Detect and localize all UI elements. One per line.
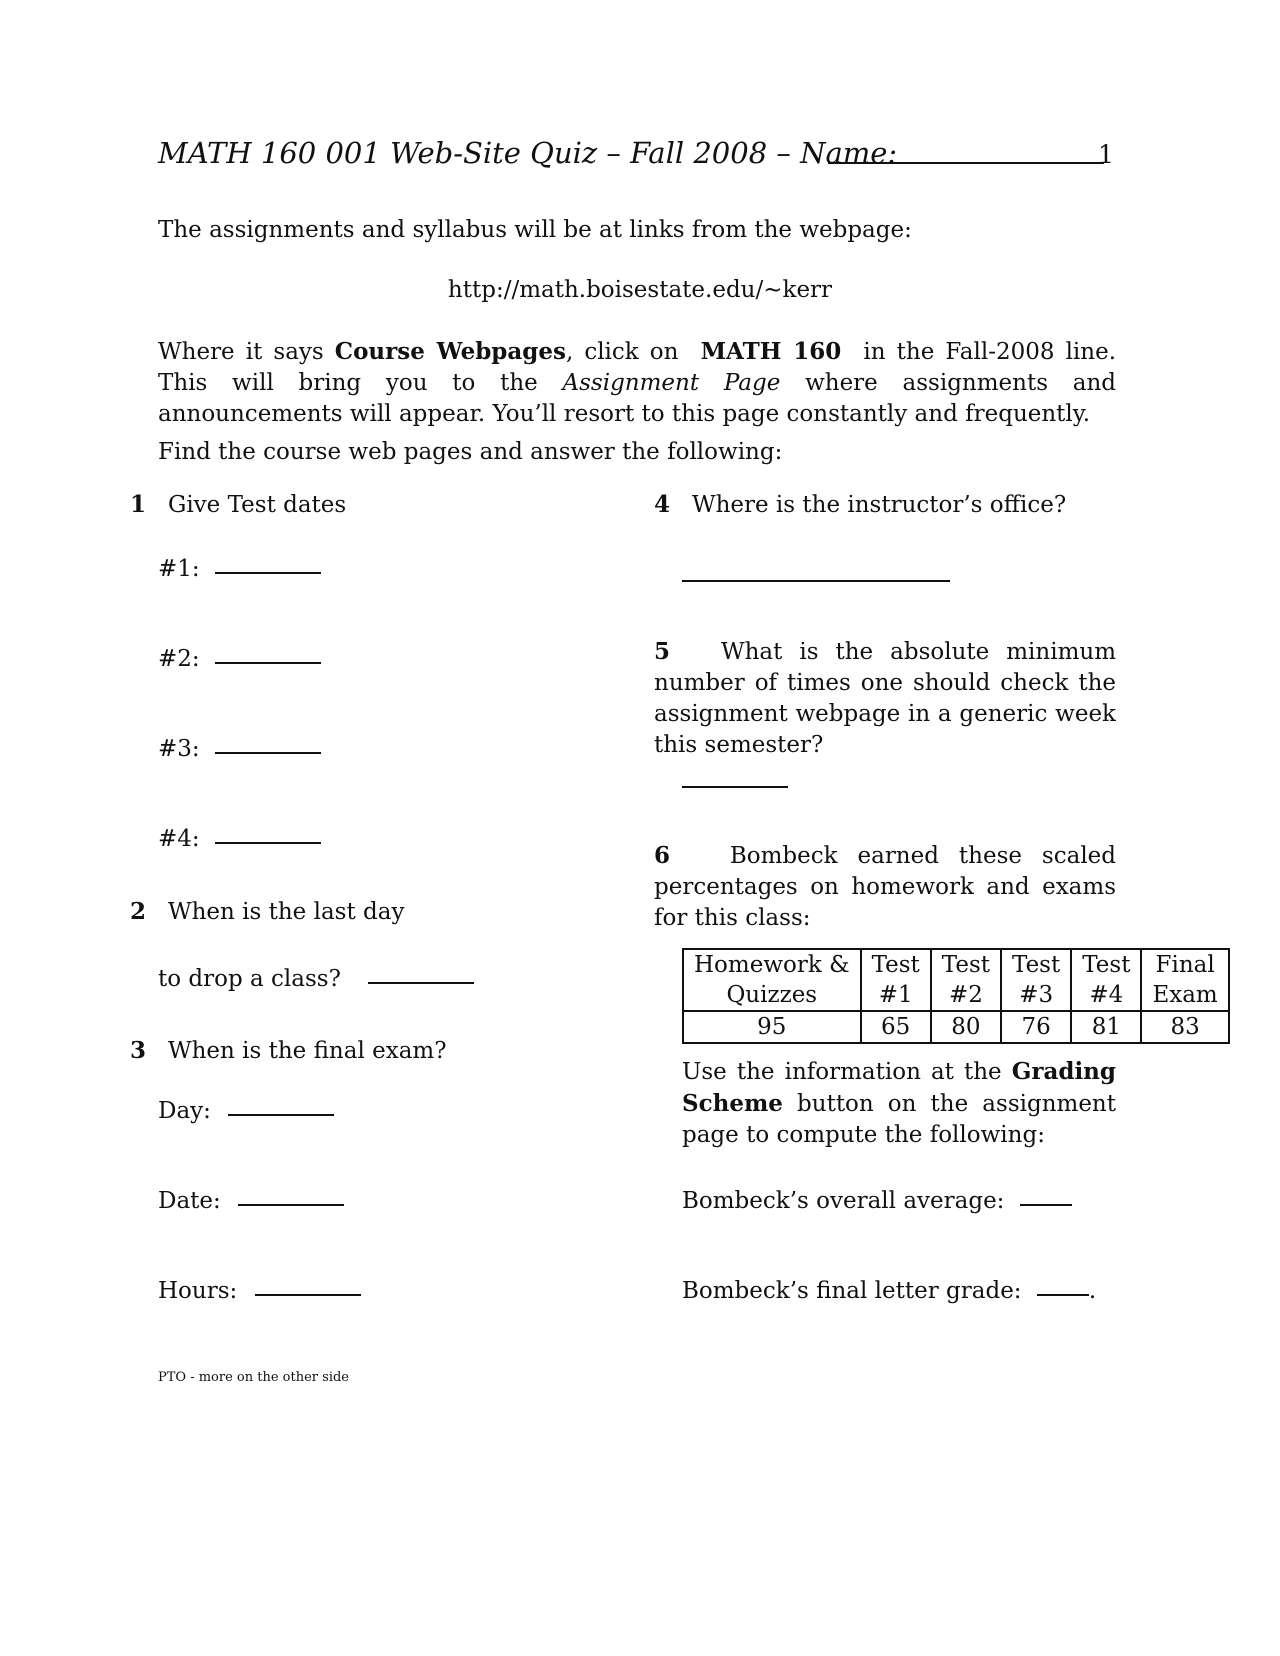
quiz-title: MATH 160 001 Web-Site Quiz – Fall 2008 – Name: [158,136,898,170]
exam-date-blank[interactable] [238,1204,344,1206]
exam-date-row [158,1186,344,1216]
question-text: When is the final exam? [167,1038,447,1064]
value-test4: 81 [1071,1011,1141,1043]
test2-row [158,644,321,674]
average-blank[interactable] [1020,1204,1072,1206]
page-number: 1 [1098,140,1114,169]
test4-label: #4: [158,826,200,852]
header-homework: Homework & Quizzes [683,949,861,1011]
exam-hours-row [158,1276,361,1306]
question-text: Give Test dates [167,492,347,518]
question-1 [130,490,346,520]
course-url: http://math.boisestate.edu/∼kerr [447,277,833,303]
question-number: 4 [654,491,671,518]
header-test4: Test #4 [1071,949,1141,1011]
drop-row [158,964,474,994]
check-count-blank[interactable] [682,786,788,788]
test1-blank[interactable] [215,572,321,574]
question-text: Bombeck earned these scaled percentages on homework and exams for this class: [654,843,1117,931]
grading-instruction: Use the information at the Grading Scheme button on the assignment page to compute the following: [682,1058,1116,1148]
drop-label: to drop a class? [158,966,341,992]
question-number: 2 [130,898,147,925]
test4-blank[interactable] [215,842,321,844]
intro-paragraph: Where it says Course Webpages, click on MATH 160 in the Fall-2008 line. This will bring you to the Assignment Page where assignments and announcements will appear. You’ll resort to this page constantly and frequently. [158,338,1117,427]
table-values-row [683,1011,1229,1043]
test4-row [158,824,321,854]
question-2 [130,897,404,927]
question-5 [654,636,1116,761]
question-text: What is the absolute minimum number of times one should check the assignment webpage in a generic week this semester? [654,639,1117,758]
table-header-row [683,949,1229,1011]
value-test2: 80 [931,1011,1001,1043]
name-blank[interactable] [828,162,1104,164]
test3-row [158,734,321,764]
grading-scheme-label: Grading Scheme [682,1058,1116,1117]
intro-line: The assignments and syllabus will be at links from the webpage: [158,217,912,243]
test1-label: #1: [158,556,200,582]
grade-blank[interactable] [1037,1294,1089,1296]
test1-row [158,554,321,584]
header-final: Final Exam [1141,949,1228,1011]
question-text: Where is the instructor’s office? [691,492,1067,518]
question-4 [654,490,1066,520]
question-6 [654,840,1116,934]
question-number: 3 [130,1037,147,1064]
value-test3: 76 [1001,1011,1071,1043]
test2-label: #2: [158,646,200,672]
footer-note: PTO - more on the other side [158,1370,349,1385]
exam-date-label: Date: [158,1188,221,1214]
header-test3: Test #3 [1001,949,1071,1011]
question-number: 1 [130,491,147,518]
test3-blank[interactable] [215,752,321,754]
header-test2: Test #2 [931,949,1001,1011]
exam-hours-blank[interactable] [255,1294,361,1296]
exam-hours-label: Hours: [158,1278,238,1304]
scores-table [682,948,1230,1044]
question-3 [130,1036,447,1066]
question-number: 6 [654,842,671,869]
value-final: 83 [1141,1011,1228,1043]
grade-row: Bombeck’s final letter grade: . [682,1278,1097,1304]
math160-label: MATH 160 [700,338,842,365]
question-text: When is the last day [167,899,405,925]
value-test1: 65 [861,1011,931,1043]
exam-day-blank[interactable] [228,1114,334,1116]
exam-day-label: Day: [158,1098,211,1124]
test2-blank[interactable] [215,662,321,664]
grade-label: Bombeck’s final letter grade: [682,1278,1022,1304]
find-instruction: Find the course web pages and answer the following: [158,439,783,465]
average-label: Bombeck’s overall average: [682,1188,1005,1214]
exam-day-row [158,1096,334,1126]
test3-label: #3: [158,736,200,762]
header-test1: Test #1 [861,949,931,1011]
question-number: 5 [654,638,671,665]
scores-table-wrap [682,948,1230,1044]
assignment-page-label: Assignment Page [562,370,781,396]
drop-date-blank[interactable] [368,982,474,984]
office-blank[interactable] [682,580,950,582]
value-homework: 95 [683,1011,861,1043]
average-row [682,1186,1072,1216]
course-webpages-label: Course Webpages [334,338,566,365]
